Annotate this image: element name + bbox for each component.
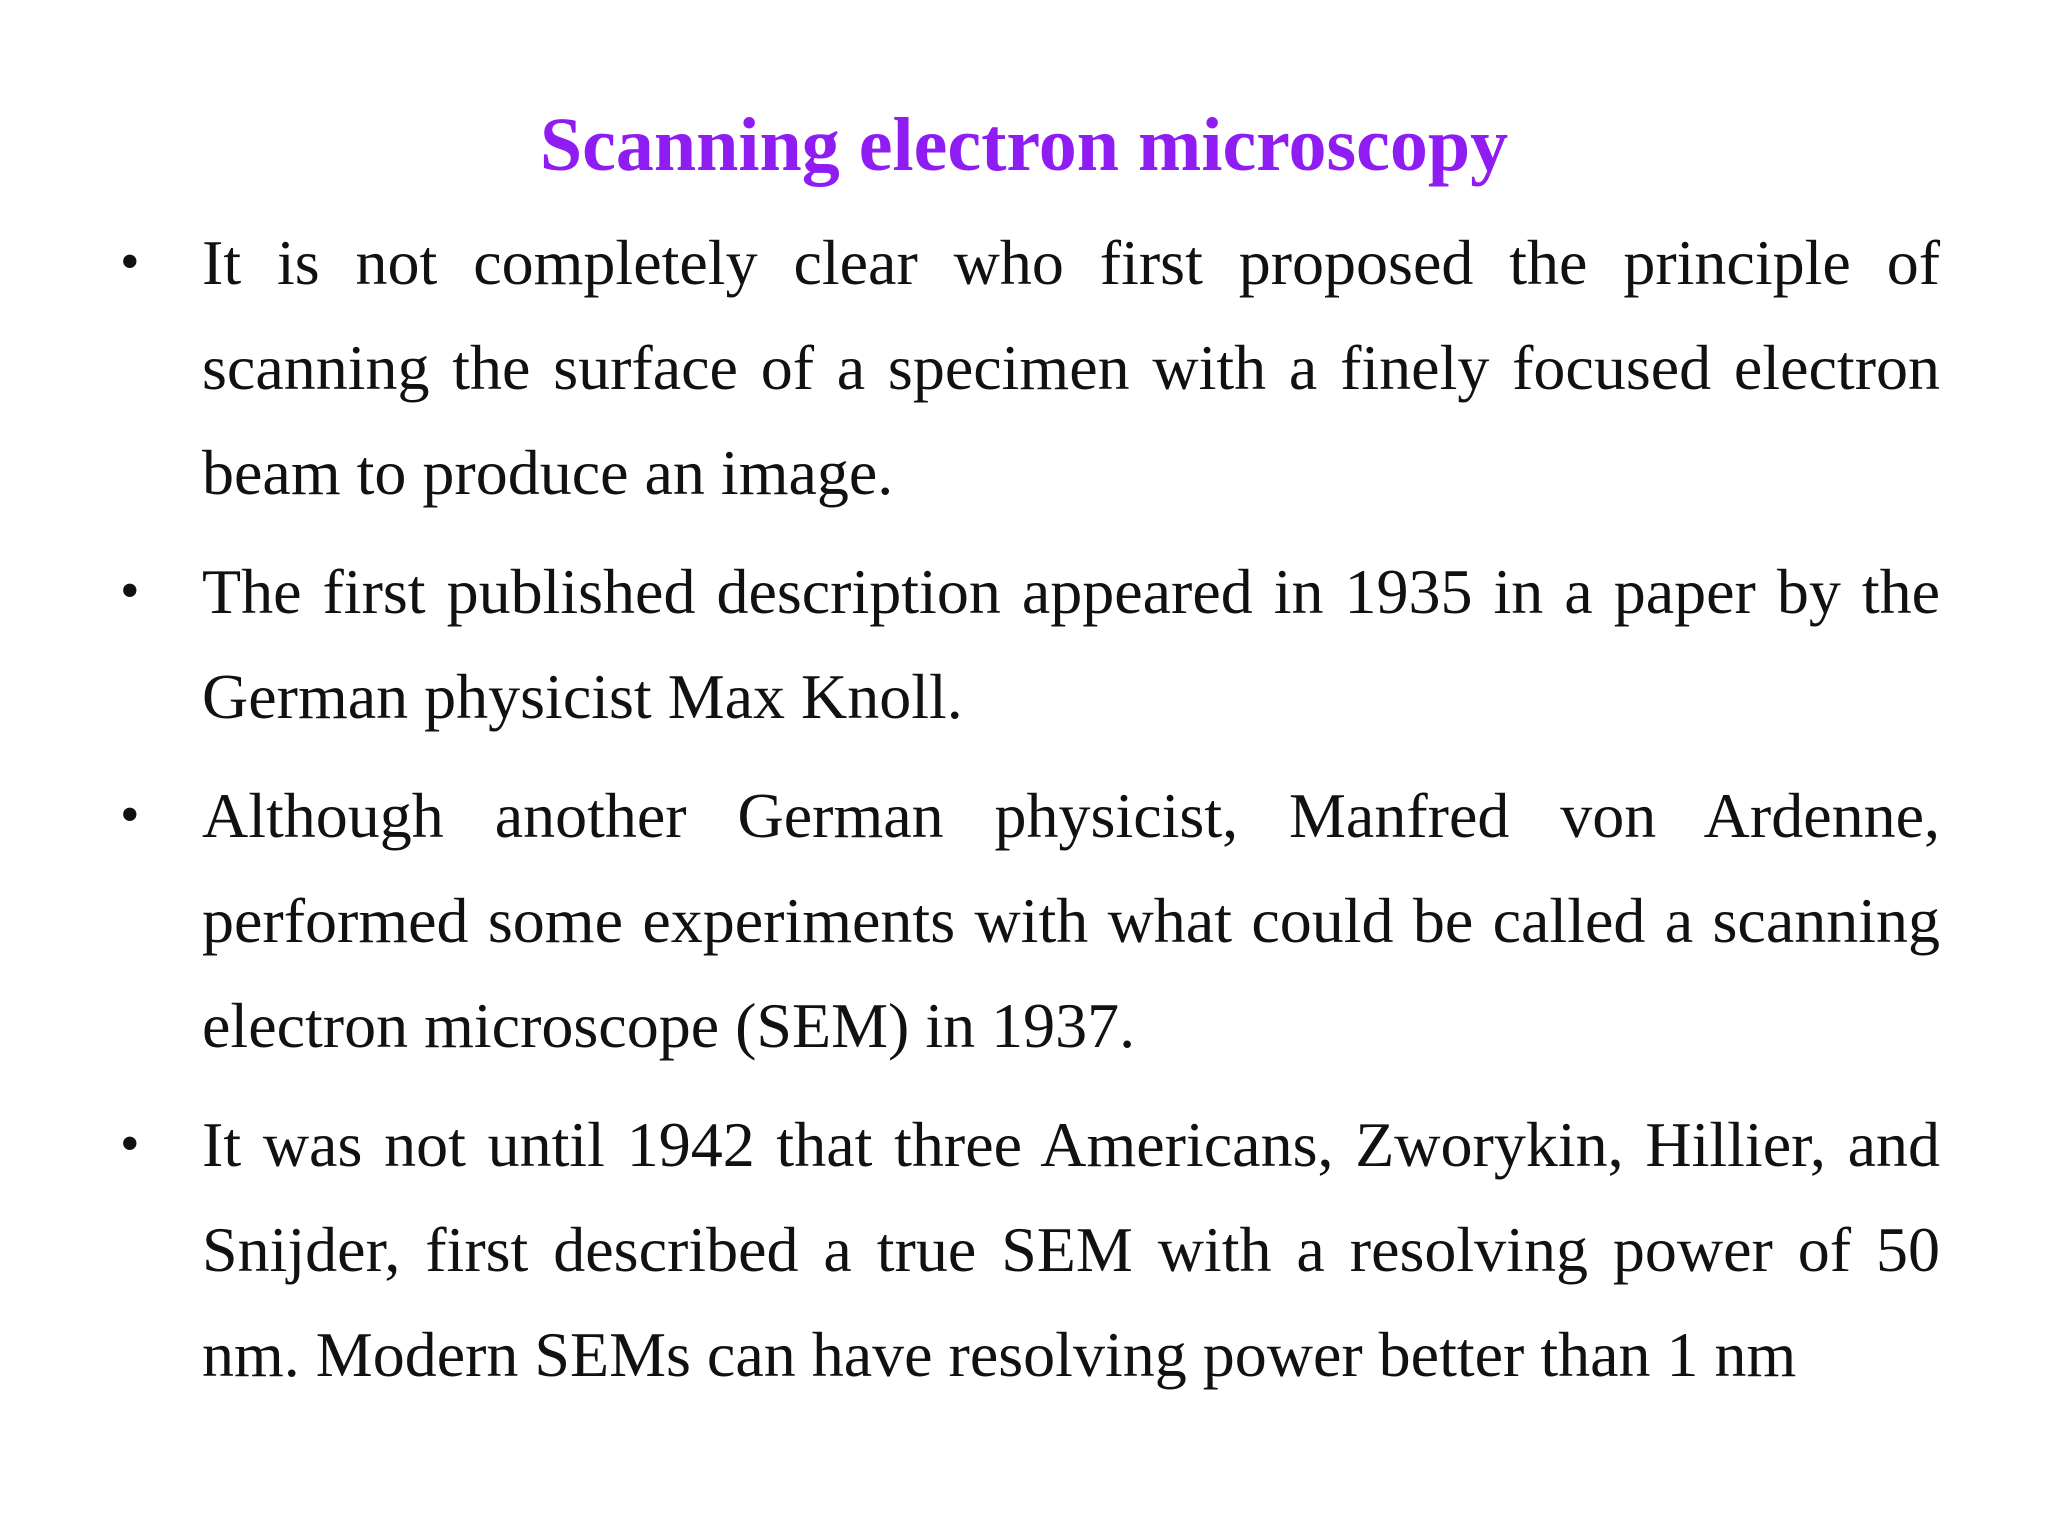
bullet-list [120, 210, 1940, 1421]
bullet-icon: • [120, 1113, 140, 1175]
bullet-item-2 [120, 539, 1940, 749]
bullet-icon: • [120, 231, 140, 293]
slide-title: Scanning electron microscopy [539, 103, 1509, 187]
bullet-text: It was not until 1942 that three Americans, Zworykin, Hillier, and Snijder, first described a true SEM with a resolving power of 50 nm. Modern SEMs can have resolving power better than 1 nm [202, 1109, 1940, 1390]
bullet-text: Although another German physicist, Manfred von Ardenne, performed some experiments with what could be called a scanning electron microscope (SEM) in 1937. [202, 780, 1940, 1061]
bullet-text: The first published description appeared in 1935 in a paper by the German physicist Max Knoll. [202, 556, 1940, 732]
bullet-text: It is not completely clear who first proposed the principle of scanning the surface of a specimen with a finely focused electron beam to produce an image. [202, 227, 1940, 508]
bullet-icon: • [120, 784, 140, 846]
bullet-item-1 [120, 210, 1940, 525]
bullet-item-3 [120, 763, 1940, 1078]
bullet-icon: • [120, 560, 140, 622]
bullet-item-4 [120, 1092, 1940, 1407]
